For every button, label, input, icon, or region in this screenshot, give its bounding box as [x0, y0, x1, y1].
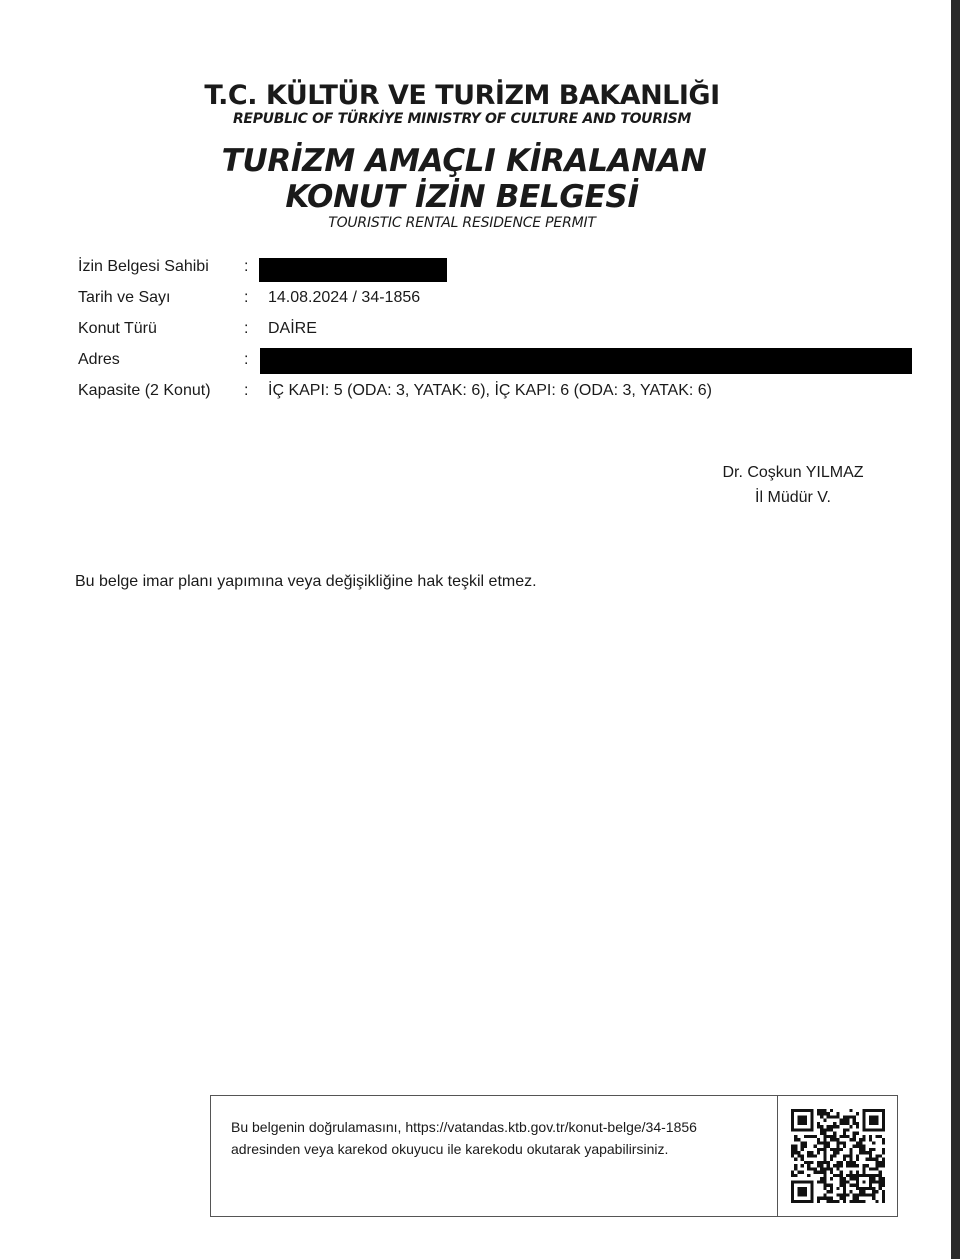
verification-box	[210, 1095, 898, 1217]
field-date-number	[78, 289, 918, 313]
field-label: Konut Türü	[78, 320, 157, 337]
field-permit-holder	[78, 258, 918, 282]
redaction-bar	[260, 348, 912, 374]
signer-name: Dr. Coşkun YILMAZ	[722, 464, 864, 481]
document-title-line1: TURİZM AMAÇLI KİRALANAN	[221, 143, 707, 179]
ministry-name-tr: T.C. KÜLTÜR VE TURİZM BAKANLIĞI	[204, 80, 720, 111]
field-colon: :	[244, 351, 249, 368]
field-capacity	[78, 382, 918, 406]
field-address	[78, 351, 918, 375]
field-residence-type	[78, 320, 918, 344]
qr-code-icon[interactable]	[791, 1109, 885, 1203]
field-value: DAİRE	[268, 320, 317, 337]
signer-title: İl Müdür V.	[755, 489, 831, 506]
verification-text	[231, 1116, 771, 1160]
field-label: İzin Belgesi Sahibi	[78, 258, 209, 275]
legal-notice: Bu belge imar planı yapımına veya değişikliğine hak teşkil etmez.	[75, 573, 537, 590]
field-value: 14.08.2024 / 34-1856	[268, 289, 421, 306]
redaction-bar	[259, 258, 447, 282]
ministry-name-en: REPUBLIC OF TÜRKİYE MINISTRY OF CULTURE AND TOURISM	[232, 111, 692, 127]
field-label: Adres	[78, 351, 120, 368]
field-colon: :	[244, 382, 249, 399]
field-label: Kapasite (2 Konut)	[78, 382, 211, 399]
scan-edge	[951, 0, 960, 1259]
field-colon: :	[244, 320, 249, 337]
field-colon: :	[244, 258, 249, 275]
verification-line-2: adresinden veya karekod okuyucu ile karekodu okutarak yapabilirsiniz.	[231, 1141, 669, 1157]
field-colon: :	[244, 289, 249, 306]
field-label: Tarih ve Sayı	[78, 289, 171, 306]
document-title-line2: KONUT İZİN BELGESİ	[285, 179, 639, 215]
qr-divider	[777, 1096, 778, 1216]
document-title-en: TOURISTIC RENTAL RESIDENCE PERMIT	[328, 215, 596, 231]
verification-line-1: Bu belgenin doğrulamasını, https://vatandas.ktb.gov.tr/konut-belge/34-1856	[231, 1119, 697, 1135]
field-value: İÇ KAPI: 5 (ODA: 3, YATAK: 6), İÇ KAPI: 6 (ODA: 3, YATAK: 6)	[268, 382, 712, 399]
